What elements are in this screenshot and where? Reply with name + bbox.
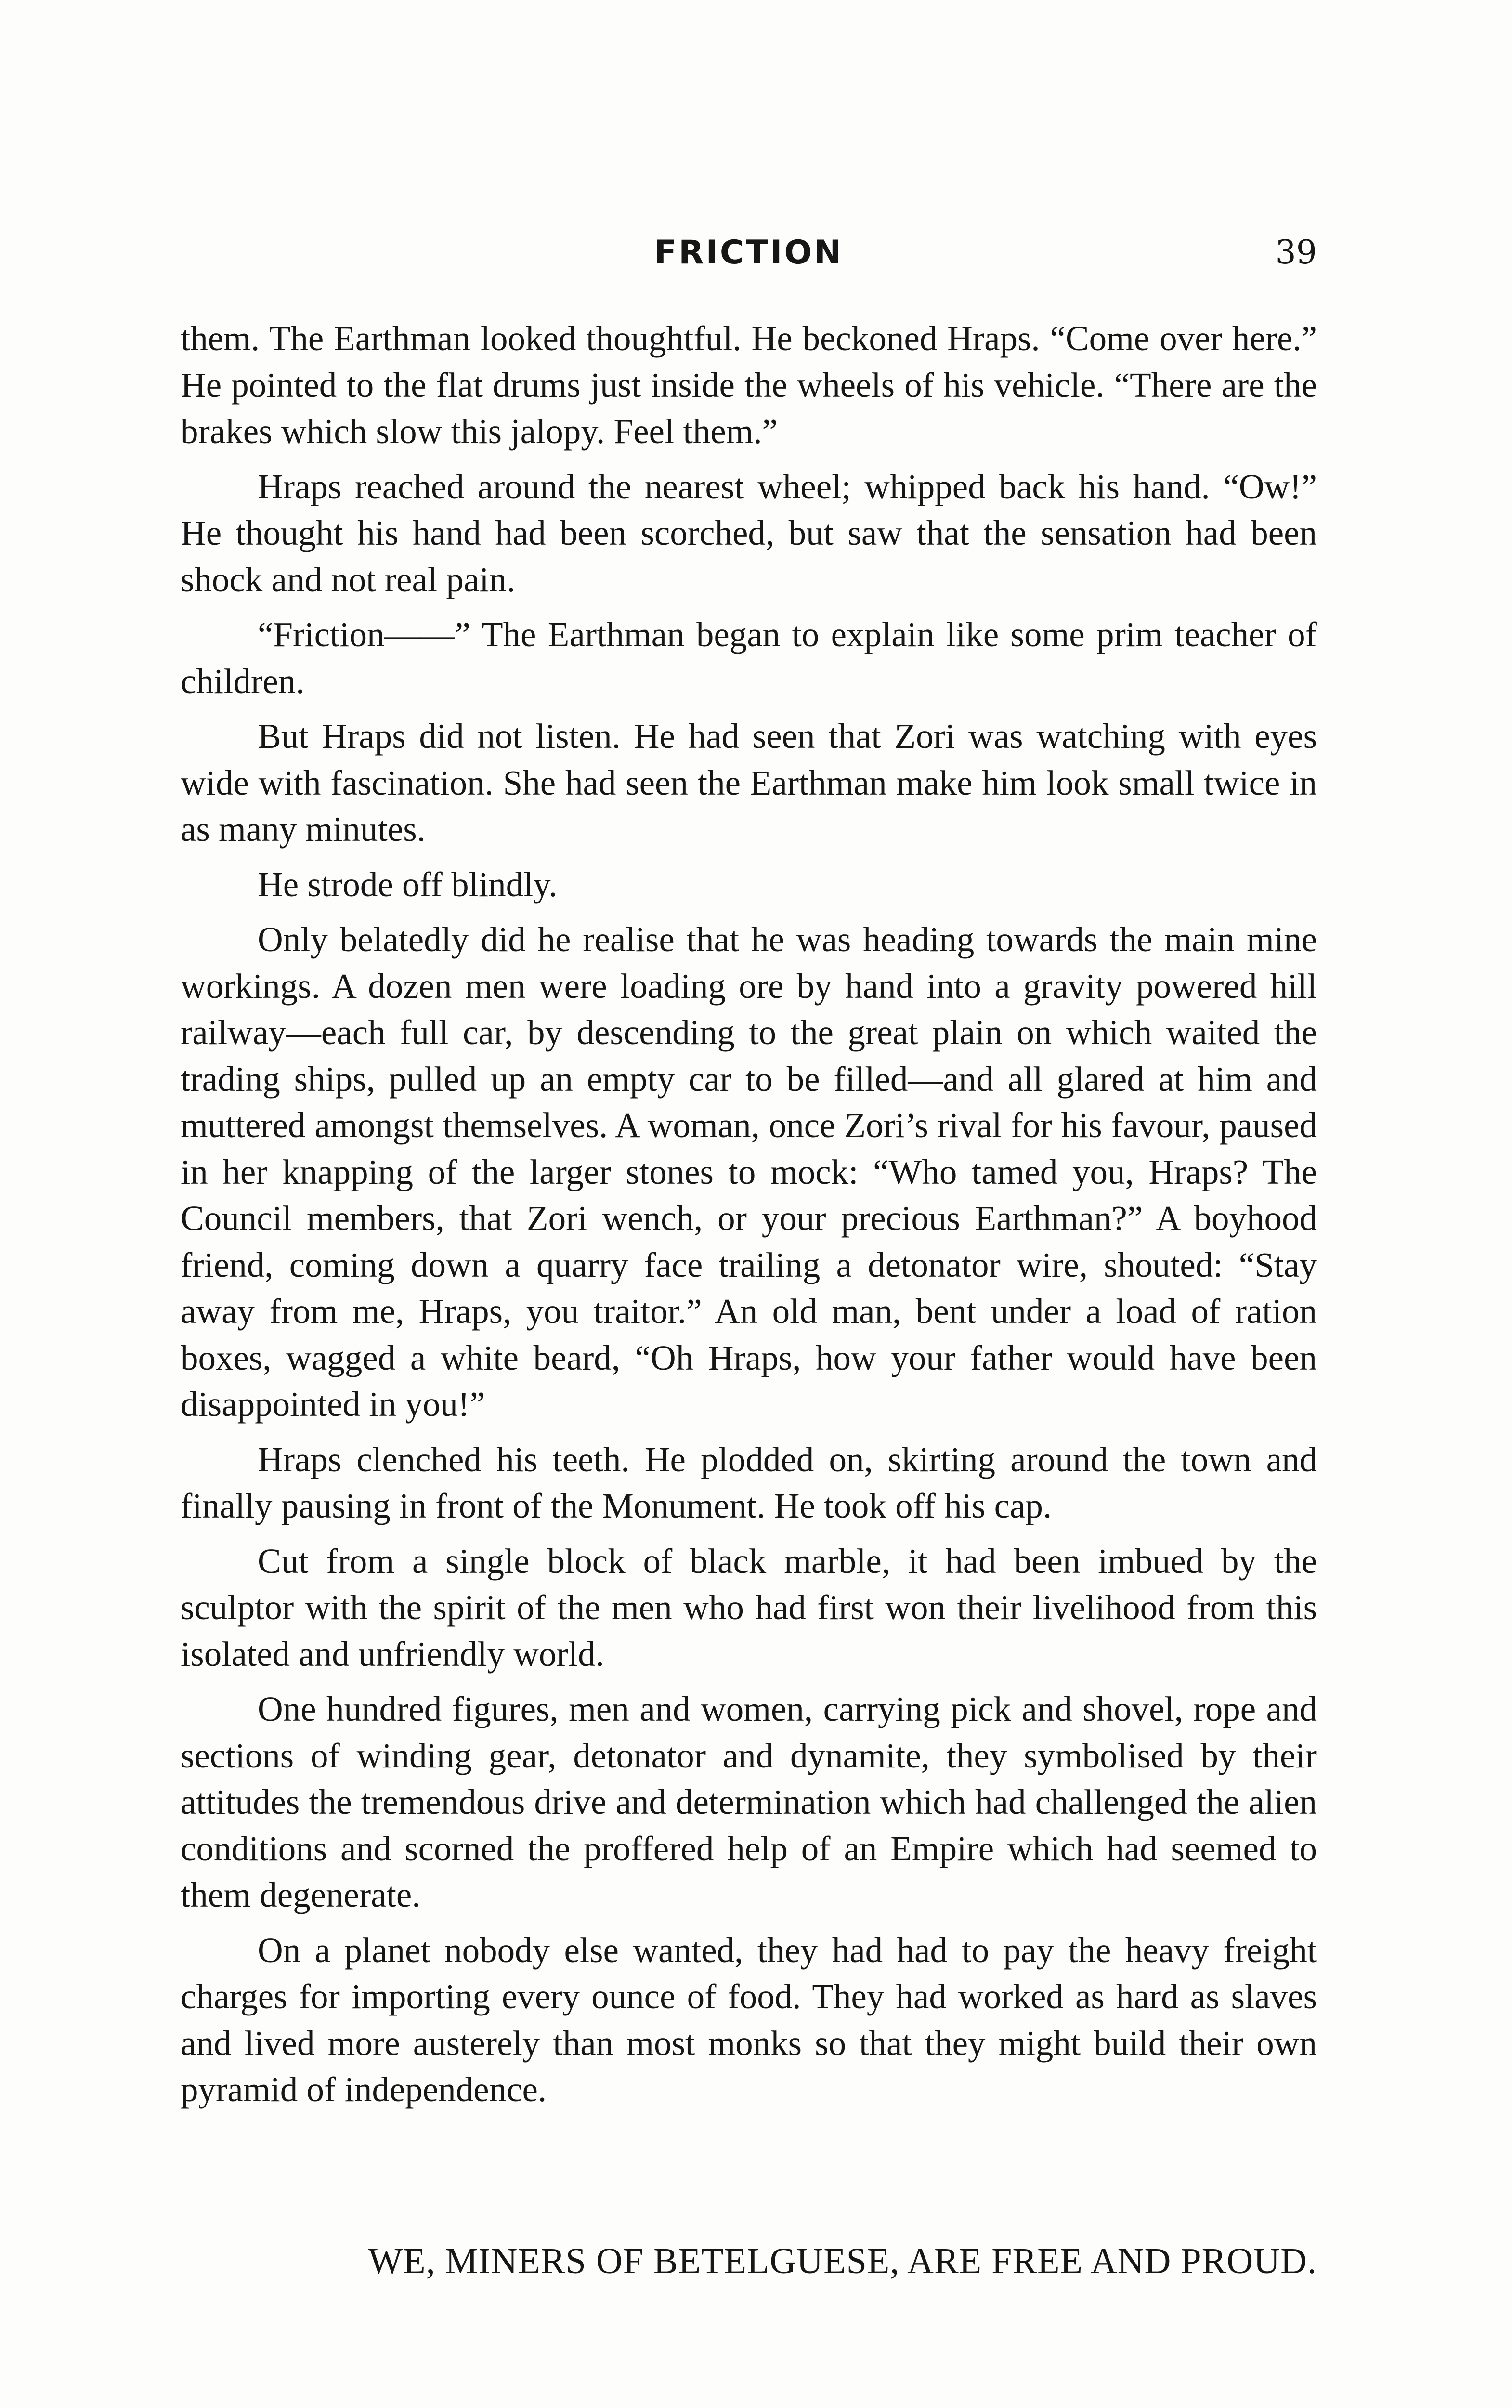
paragraph: He strode off blindly. xyxy=(258,864,558,904)
paragraph: But Hraps did not listen. He had seen that Zori was watching with eyes wide with fascination. She had seen the Earthman make him look small twice in as many minutes. xyxy=(181,717,1317,849)
page-number: 39 xyxy=(1275,234,1317,272)
chapter-title: FRICTION xyxy=(654,234,844,272)
paragraph: Hraps reached around the nearest wheel; whipped back his hand. “Ow!” He thought his hand had been scorched, but saw that the sensation had been shock and not real pain. xyxy=(181,467,1317,599)
paragraph: Cut from a single block of black marble, it had been imbued by the sculptor with the spirit of the men who had first won their livelihood from this isolated and unfriendly world. xyxy=(181,1541,1317,1674)
paragraph: Only belatedly did he realise that he was heading towards the main mine workings. A dozen men were loading ore by hand into a gravity powered hill railway—each full car, by descending to the great plain on which waited the trading ships, pulled up an empty car to be filled—and all glared at him and muttered amongst themselves. A woman, once Zori’s rival for his favour, paused in her knapping of the larger stones to mock: “Who tamed you, Hraps? The Council members, that Zori wench, or your precious Earthman?” A boyhood friend, coming down a quarry face trailing a detonator wire, shouted: “Stay away from me, Hraps, you traitor.” An old man, bent under a load of ration boxes, wagged a white beard, “Oh Hraps, how your father would have been disappointed in you!” xyxy=(181,920,1317,1424)
paragraph: “Friction——” The Earthman began to explain like some prim teacher of children. xyxy=(181,615,1317,701)
paragraph: One hundred figures, men and women, carrying pick and shovel, rope and sections of winding gear, detonator and dynamite, they symbolised by their attitudes the tremendous drive and determination which had challenged the alien conditions and scorned the proffered help of an Empire which had seemed to them degenerate. xyxy=(181,1689,1317,1914)
paragraph: them. The Earthman looked thoughtful. He beckoned Hraps. “Come over here.” He pointed to the flat drums just inside the wheels of his vehicle. “There are the brakes which slow this jalopy. Feel them.” xyxy=(181,319,1317,451)
monument-inscription: WE, MINERS OF BETELGUESE, ARE FREE AND PROUD. xyxy=(368,2241,1317,2281)
running-head xyxy=(181,226,1317,279)
paragraph: Hraps clenched his teeth. He plodded on, skirting around the town and finally pausing in front of the Monument. He took off his cap. xyxy=(181,1440,1317,1525)
body-text xyxy=(181,315,1317,2122)
paragraph: On a planet nobody else wanted, they had had to pay the heavy freight charges for importing every ounce of food. They had worked as hard as slaves and lived more austerely than most monks so that they might build their own pyramid of independence. xyxy=(181,1930,1317,2109)
